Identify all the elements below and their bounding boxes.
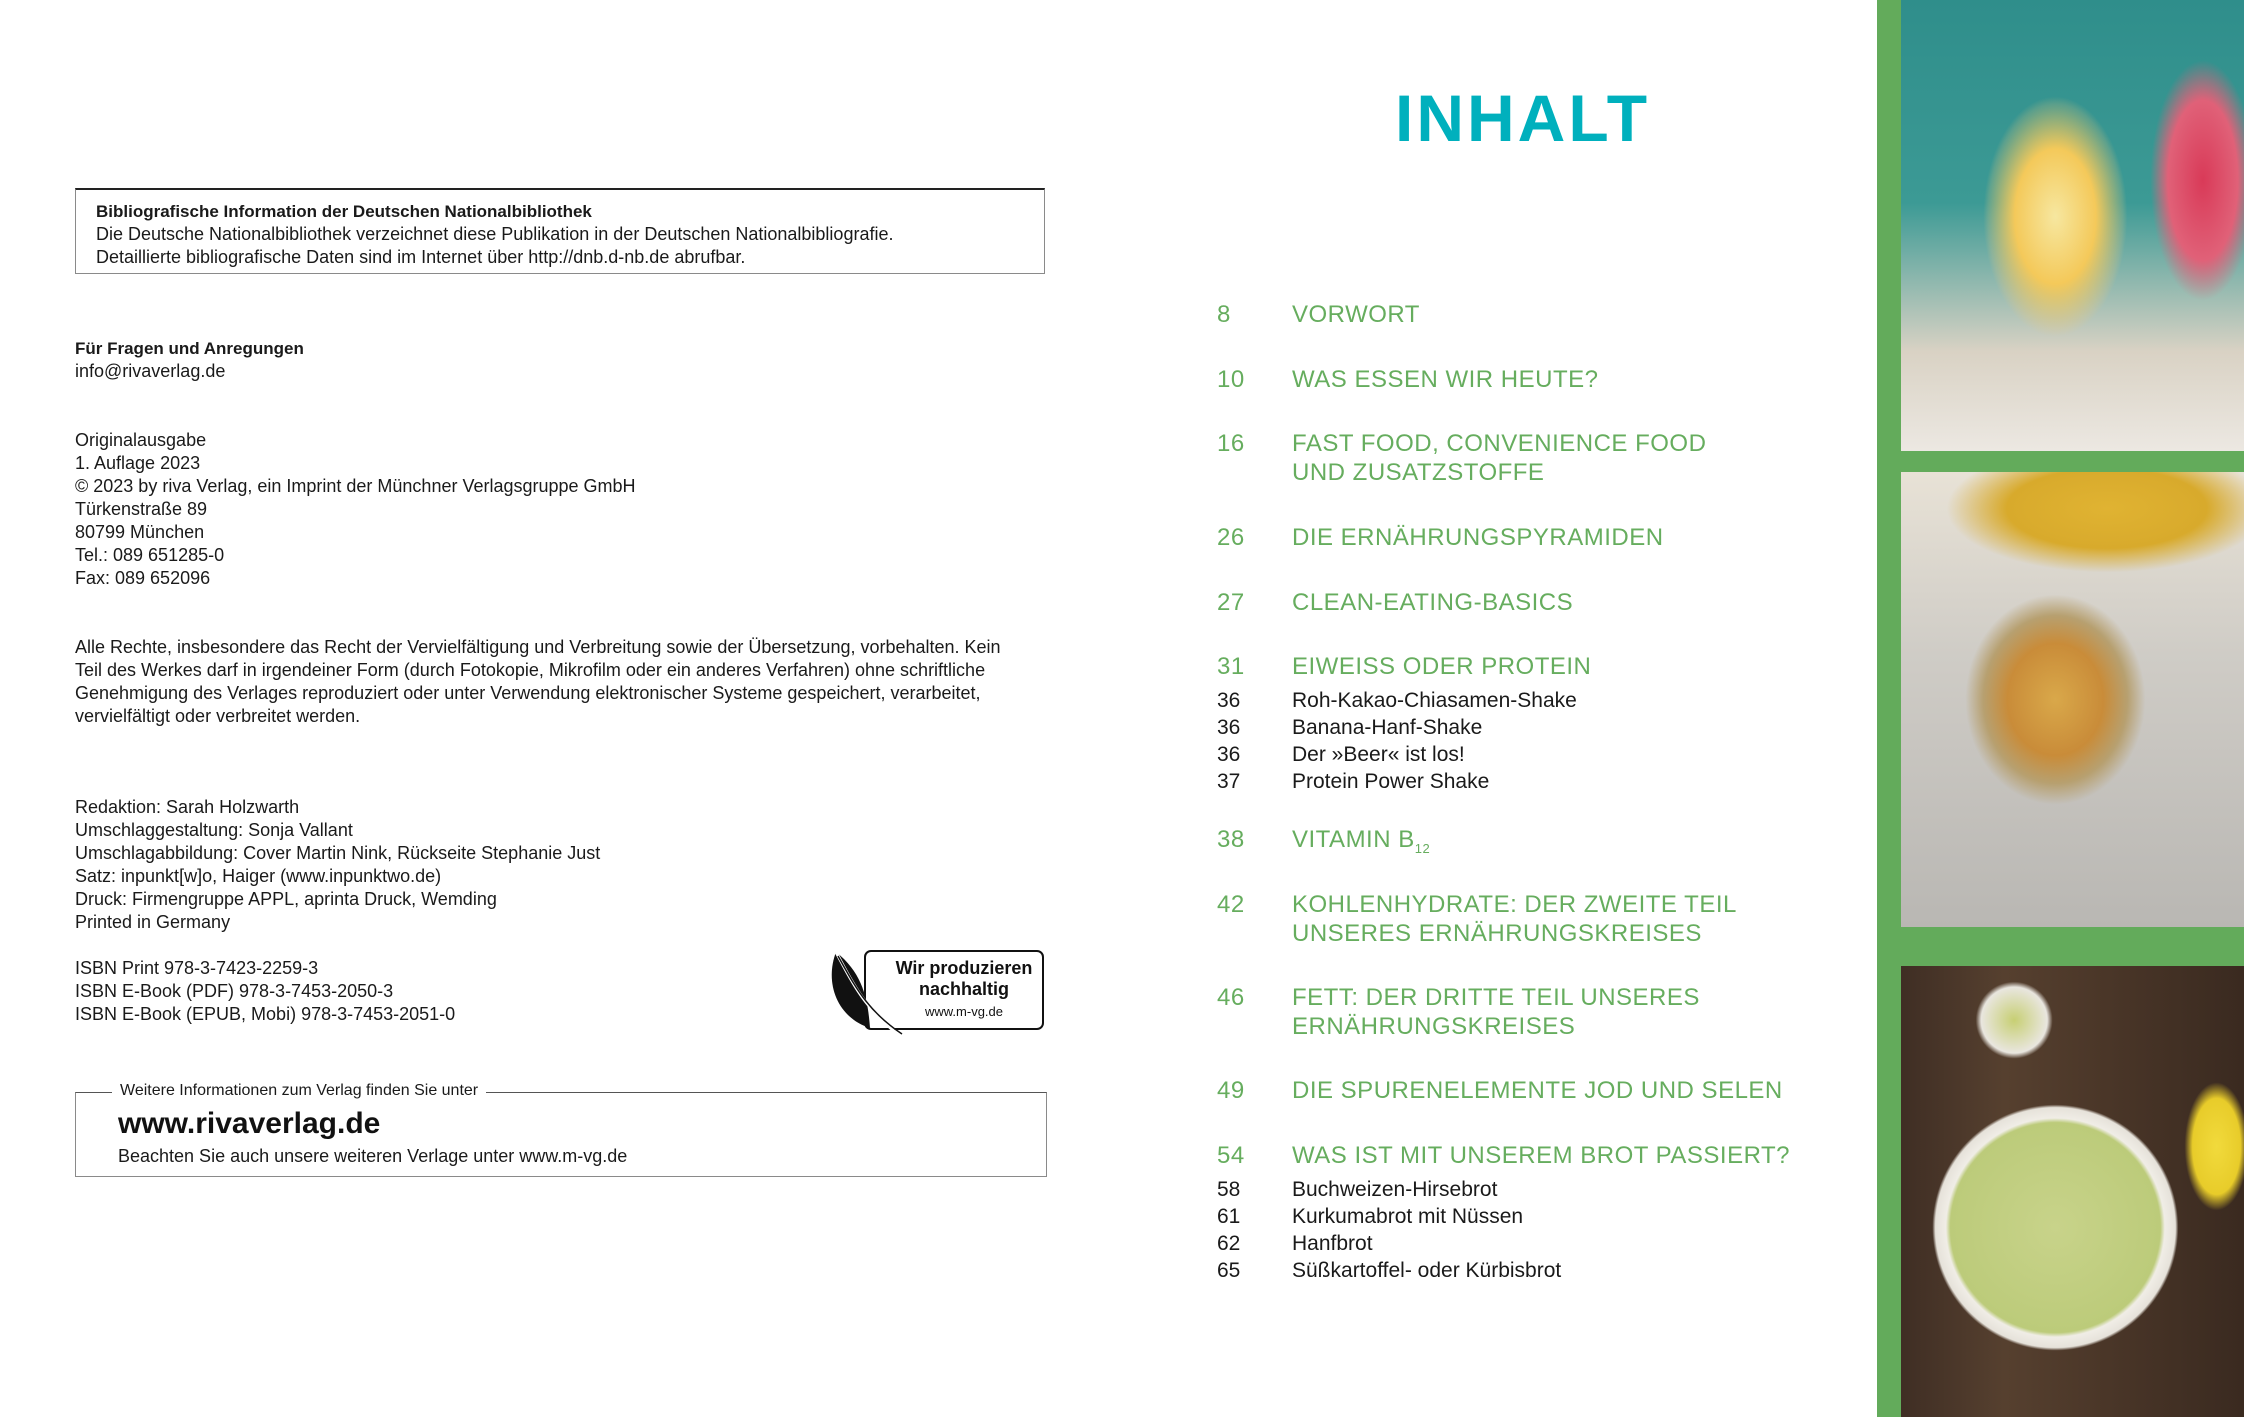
- toc-chapter-title-line-2: UND ZUSATZSTOFFE: [1292, 459, 1545, 486]
- toc-chapter-title: EIWEISS ODER PROTEIN: [1292, 653, 1592, 680]
- toc-recipe-title: Kurkumabrot mit Nüssen: [1292, 1205, 1524, 1228]
- toc-recipe-title: Der »Beer« ist los!: [1292, 743, 1465, 766]
- isbn-line: ISBN E-Book (PDF) 978-3-7453-2050-3: [75, 981, 394, 1001]
- bib-line-2: Detaillierte bibliografische Daten sind im Internet über http://dnb.d-nb.de abrufbar.: [96, 247, 746, 267]
- toc-page-number: 8: [1217, 301, 1231, 328]
- toc-recipe-title: Süßkartoffel- oder Kürbisbrot: [1292, 1259, 1562, 1282]
- sustainability-badge: [830, 948, 1048, 1032]
- toc-chapter-title: [1292, 825, 1430, 863]
- credit-line: Redaktion: Sarah Holzwarth: [75, 797, 300, 817]
- toc-chapter-title: DIE SPURENELEMENTE JOD UND SELEN: [1292, 1077, 1783, 1104]
- rights-line: Genehmigung des Verlages reproduziert oder unter Verwendung elektronischer Systeme gespeichert, verarbeitet,: [75, 683, 981, 703]
- toc-chapter-title: VORWORT: [1292, 301, 1420, 328]
- other-publishers-note: Beachten Sie auch unsere weiteren Verlage unter www.m-vg.de: [118, 1146, 628, 1166]
- toc-chapter-title: FETT: DER DRITTE TEIL UNSERES: [1292, 984, 1700, 1011]
- rights-line: Alle Rechte, insbesondere das Recht der Vervielfältigung und Verbreitung sowie der Übersetzung, vorbehalten. Kein: [75, 637, 1001, 657]
- toc-page-number: 36: [1217, 743, 1241, 766]
- rights-line: vervielfältigt oder verbreitet werden.: [75, 706, 361, 726]
- toc-page-number: 36: [1217, 689, 1241, 712]
- bib-heading: Bibliografische Information der Deutschen Nationalbibliothek: [96, 202, 592, 221]
- credit-line: Umschlaggestaltung: Sonja Vallant: [75, 820, 353, 840]
- toc-page-number: 58: [1217, 1178, 1241, 1201]
- toc-chapter-title: WAS ESSEN WIR HEUTE?: [1292, 366, 1599, 393]
- toc-page-number: 46: [1217, 984, 1245, 1011]
- toc-page-number: 16: [1217, 430, 1245, 457]
- toc-chapter-title: DIE ERNÄHRUNGSPYRAMIDEN: [1292, 524, 1664, 551]
- edition-line: Tel.: 089 651285-0: [75, 545, 225, 565]
- toc-page-number: 61: [1217, 1205, 1241, 1228]
- toc-recipe-title: Protein Power Shake: [1292, 770, 1490, 793]
- toc-page-number: 27: [1217, 589, 1245, 616]
- toc-chapter-title: WAS IST MIT UNSEREM BROT PASSIERT?: [1292, 1142, 1790, 1169]
- badge-url[interactable]: www.m-vg.de: [924, 1004, 1004, 1019]
- photo-spice-jar: [1901, 472, 2244, 927]
- toc-page-number: 54: [1217, 1142, 1245, 1169]
- contact-email[interactable]: info@rivaverlag.de: [75, 361, 226, 381]
- credit-line: Umschlagabbildung: Cover Martin Nink, Rückseite Stephanie Just: [75, 843, 601, 863]
- toc-page-number: 36: [1217, 716, 1241, 739]
- edition-line: Türkenstraße 89: [75, 499, 208, 519]
- contact-heading: Für Fragen und Anregungen: [75, 339, 304, 358]
- toc-chapter-title: KOHLENHYDRATE: DER ZWEITE TEIL: [1292, 891, 1737, 918]
- toc-recipe-title: Banana-Hanf-Shake: [1292, 716, 1483, 739]
- toc-page-number: 49: [1217, 1077, 1245, 1104]
- isbn-line: ISBN Print 978-3-7423-2259-3: [75, 958, 319, 978]
- badge-line-2: nachhaltig: [918, 979, 1009, 999]
- toc-page-number: 10: [1217, 366, 1245, 393]
- edition-line: Originalausgabe: [75, 430, 207, 450]
- subscript-12: 12: [1414, 841, 1431, 856]
- rights-line: Teil des Werkes darf in irgendeiner Form (durch Fotokopie, Mikrofilm oder ein anderes Verfahren) ohne schriftliche: [75, 660, 986, 680]
- credit-line: Satz: inpunkt[w]o, Haiger (www.inpunktwo.de): [75, 866, 442, 886]
- edition-line: 80799 München: [75, 522, 205, 542]
- toc-recipe-title: Buchweizen-Hirsebrot: [1292, 1178, 1498, 1201]
- toc-recipe-title: Hanfbrot: [1292, 1232, 1373, 1255]
- toc-chapter-title: FAST FOOD, CONVENIENCE FOOD: [1292, 430, 1707, 457]
- toc-page-number: 42: [1217, 891, 1245, 918]
- toc-page-number: 26: [1217, 524, 1245, 551]
- edition-line: Fax: 089 652096: [75, 568, 211, 588]
- edition-line: 1. Auflage 2023: [75, 453, 201, 473]
- rights-notice: [75, 636, 1035, 728]
- toc-page-number: 62: [1217, 1232, 1241, 1255]
- edition-line: © 2023 by riva Verlag, ein Imprint der Münchner Verlagsgruppe GmbH: [75, 476, 636, 496]
- bibliographic-info-box: [75, 188, 1045, 274]
- toc-page-number: 65: [1217, 1259, 1241, 1282]
- credit-line: Printed in Germany: [75, 912, 231, 932]
- vitamin-title: VITAMIN B: [1292, 826, 1415, 853]
- isbn-line: ISBN E-Book (EPUB, Mobi) 978-3-7453-2051-0: [75, 1004, 456, 1024]
- badge-line-1: Wir produzieren: [895, 958, 1033, 978]
- toc-recipe-title: Roh-Kakao-Chiasamen-Shake: [1292, 689, 1577, 712]
- bib-line-1: Die Deutsche Nationalbibliothek verzeichnet diese Publikation in der Deutschen Nationalbibliografie.: [96, 224, 894, 244]
- toc-page-number: 37: [1217, 770, 1241, 793]
- toc-page-number: 38: [1217, 826, 1245, 853]
- publisher-website-link[interactable]: www.rivaverlag.de: [118, 1107, 381, 1140]
- publisher-info-box: [75, 1082, 1047, 1177]
- info-box-legend: Weitere Informationen zum Verlag finden Sie unter: [112, 1080, 486, 1102]
- photo-infused-water: [1901, 0, 2244, 451]
- toc-page-number: 31: [1217, 653, 1245, 680]
- toc-chapter-title: CLEAN-EATING-BASICS: [1292, 589, 1574, 616]
- toc-chapter-title-line-2: ERNÄHRUNGSKREISES: [1292, 1013, 1576, 1040]
- page-title: INHALT: [1395, 81, 1651, 155]
- credit-line: Druck: Firmengruppe APPL, aprinta Druck, Wemding: [75, 889, 497, 909]
- toc-chapter-title-line-2: UNSERES ERNÄHRUNGSKREISES: [1292, 920, 1702, 947]
- photo-green-soup: [1901, 966, 2244, 1417]
